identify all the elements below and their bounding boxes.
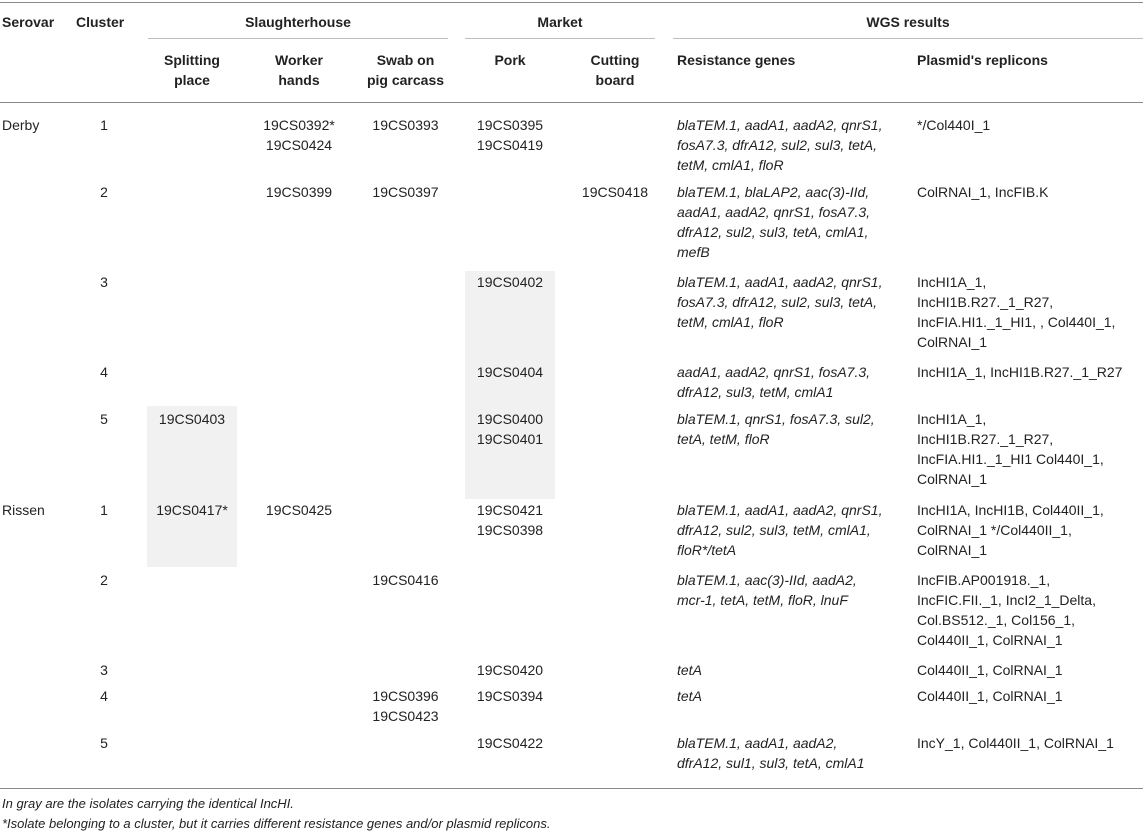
- swab-cell: 19CS0393: [372, 117, 439, 133]
- footnote-asterisk: *Isolate belonging to a cluster, but it carries different resistance genes and/or plasmid replicons.: [2, 816, 551, 831]
- header-splitting-place: Splitting place: [164, 52, 220, 88]
- pork-cell: 19CS0395 19CS0419: [476, 117, 544, 153]
- plasmid-replicons-cell: IncHI1A_1, IncHI1B.R27._1_R27: [917, 364, 1123, 380]
- plasmid-replicons-cell: IncHI1A_1, IncHI1B.R27._1_R27, IncFIA.HI1._1_HI1, , Col440I_1, ColRNAI_1: [917, 274, 1116, 350]
- serovar-cell: Rissen: [2, 502, 45, 518]
- plasmid-replicons-cell: Col440II_1, ColRNAI_1: [917, 662, 1063, 678]
- resistance-genes-cell: aadA1, aadA2, qnrS1, fosA7.3, dfrA12, sul3, tetM, cmlA1: [677, 364, 871, 400]
- cutting-board-cell: 19CS0418: [581, 184, 649, 200]
- resistance-genes-cell: blaTEM.1, aac(3)-IId, aadA2, mcr-1, tetA, tetM, floR, lnuF: [677, 572, 857, 608]
- resistance-genes-cell: tetA: [677, 688, 702, 704]
- resistance-genes-cell: blaTEM.1, aadA1, aadA2, dfrA12, sul1, sul3, tetA, cmlA1: [677, 735, 865, 771]
- footnote-gray: In gray are the isolates carrying the identical IncHI.: [2, 796, 294, 811]
- header-wgs-results: WGS results: [866, 14, 950, 30]
- resistance-genes-cell: tetA: [677, 662, 702, 678]
- cluster-cell: 4: [100, 688, 108, 704]
- cluster-cell: 1: [100, 502, 108, 518]
- cluster-cell: 3: [100, 274, 108, 290]
- pork-cell: 19CS0421 19CS0398: [476, 502, 544, 538]
- cluster-cell: 4: [100, 364, 108, 380]
- cluster-cell: 3: [100, 662, 108, 678]
- resistance-genes-cell: blaTEM.1, aadA1, aadA2, qnrS1, fosA7.3, dfrA12, sul2, sul3, tetA, tetM, cmlA1, floR: [677, 274, 883, 330]
- plasmid-replicons-cell: IncY_1, Col440II_1, ColRNAI_1: [917, 735, 1114, 751]
- plasmid-replicons-cell: IncHI1A_1, IncHI1B.R27._1_R27, IncFIA.HI1._1_HI1 Col440I_1, ColRNAI_1: [917, 411, 1104, 487]
- slaughterhouse-underline: [148, 38, 448, 39]
- plasmid-replicons-cell: IncHI1A, IncHI1B, Col440II_1, ColRNAI_1 */Col440II_1, ColRNAI_1: [917, 502, 1104, 558]
- plasmid-replicons-cell: Col440II_1, ColRNAI_1: [917, 688, 1063, 704]
- cluster-cell: 2: [100, 572, 108, 588]
- cluster-cell: 5: [100, 411, 108, 427]
- worker-hands-cell: 19CS0392* 19CS0424: [263, 117, 335, 153]
- header-serovar: Serovar: [2, 14, 55, 30]
- top-rule: [0, 2, 1143, 3]
- resistance-genes-cell: blaTEM.1, blaLAP2, aac(3)-IId, aadA1, aadA2, qnrS1, fosA7.3, dfrA12, sul2, sul3, tetA, cmlA1, mefB: [677, 184, 871, 260]
- header-swab-on-pig-carcass: Swab on pig carcass: [366, 52, 445, 88]
- header-cluster: Cluster: [76, 14, 125, 30]
- resistance-genes-cell: blaTEM.1, aadA1, aadA2, qnrS1, fosA7.3, dfrA12, sul2, sul3, tetA, tetM, cmlA1, floR: [677, 117, 883, 173]
- pork-cell: 19CS0404: [476, 364, 544, 380]
- pork-cell: 19CS0402: [476, 274, 544, 290]
- pork-cell: 19CS0420: [476, 662, 544, 678]
- header-market: Market: [537, 14, 583, 30]
- pork-cell: 19CS0422: [476, 735, 544, 751]
- swab-cell: 19CS0416: [372, 572, 439, 588]
- splitting-place-cell: 19CS0403: [158, 411, 226, 427]
- header-worker-hands: Worker hands: [275, 52, 323, 88]
- market-underline: [465, 38, 655, 39]
- plasmid-replicons-cell: */Col440I_1: [917, 117, 991, 133]
- wgs-underline: [673, 38, 1143, 39]
- resistance-genes-cell: blaTEM.1, aadA1, aadA2, qnrS1, dfrA12, sul2, sul3, tetM, cmlA1, floR*/tetA: [677, 502, 883, 558]
- incHI-highlight-pork: [465, 271, 555, 499]
- worker-hands-cell: 19CS0425: [265, 502, 333, 518]
- plasmid-replicons-cell: IncFIB.AP001918._1, IncFIC.FII._1, IncI2_1_Delta, Col.BS512._1, Col156_1, Col440II_1, ColRNAI_1: [917, 572, 1096, 648]
- header-pork: Pork: [494, 52, 526, 68]
- pork-cell: 19CS0400 19CS0401: [476, 411, 544, 447]
- plasmid-replicons-cell: ColRNAI_1, IncFIB.K: [917, 184, 1049, 200]
- header-slaughterhouse: Slaughterhouse: [245, 14, 351, 30]
- header-rule: [0, 102, 1143, 103]
- header-cutting-board: Cutting board: [590, 52, 640, 88]
- resistance-genes-cell: blaTEM.1, qnrS1, fosA7.3, sul2, tetA, tetM, floR: [677, 411, 875, 447]
- splitting-place-cell: 19CS0417*: [156, 502, 228, 518]
- bottom-rule: [0, 788, 1143, 789]
- header-plasmid-replicons: Plasmid's replicons: [917, 52, 1048, 68]
- incHI-highlight-splitting: [147, 406, 237, 567]
- cluster-cell: 1: [100, 117, 108, 133]
- cluster-cell: 2: [100, 184, 108, 200]
- swab-cell: 19CS0397: [372, 184, 439, 200]
- pork-cell: 19CS0394: [476, 688, 544, 704]
- serovar-cell: Derby: [2, 117, 40, 133]
- header-resistance-genes: Resistance genes: [677, 52, 796, 68]
- swab-cell: 19CS0396 19CS0423: [372, 688, 439, 724]
- cluster-cell: 5: [100, 735, 108, 751]
- worker-hands-cell: 19CS0399: [265, 184, 333, 200]
